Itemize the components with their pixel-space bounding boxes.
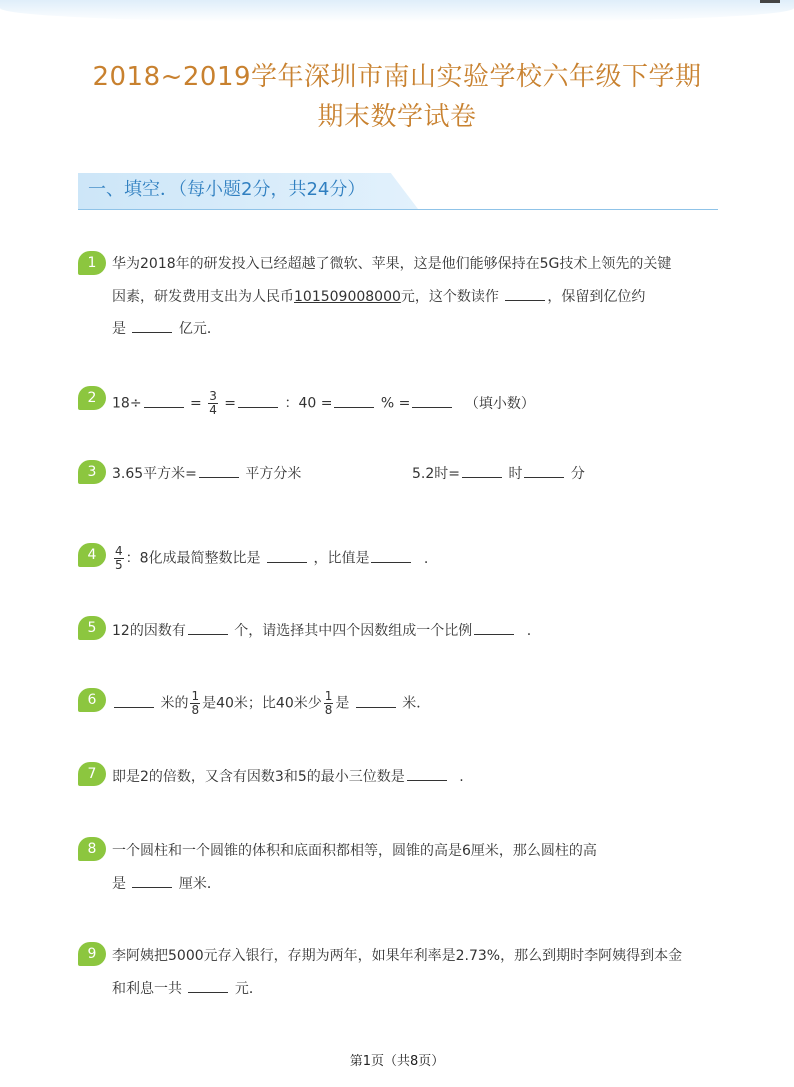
- question-text: 是 亿元．: [112, 318, 221, 339]
- question-4: [78, 543, 728, 577]
- answer-blank[interactable]: [356, 693, 396, 708]
- answer-blank[interactable]: [188, 620, 228, 635]
- fraction: $\frac{4}{5}$: [115, 544, 123, 572]
- fraction: $\frac{1}{8}$: [324, 689, 333, 717]
- question-text: 李阿姨把5000元存入银行，存期为两年，如果年利率是2.73%，那么到期时李阿姨得到本金: [112, 948, 683, 964]
- question-text: 3.65平方米= 平方分米: [112, 463, 301, 484]
- question-9: [78, 942, 728, 1002]
- section-header: [78, 173, 718, 210]
- question-5: [78, 616, 728, 646]
- answer-blank[interactable]: [505, 286, 545, 301]
- answer-blank[interactable]: [188, 978, 228, 993]
- question-text: 是 厘米．: [112, 873, 221, 894]
- question-text: 5.2时= 时 分: [412, 463, 585, 484]
- page-title-line1: 2018~2019学年深圳市南山实验学校六年级下学期: [92, 62, 702, 92]
- section-label: 一、填空．（每小题2分，共24分）: [88, 179, 366, 200]
- answer-blank[interactable]: [524, 463, 564, 478]
- answer-blank[interactable]: [462, 463, 502, 478]
- question-text: 即是2的倍数，又含有因数3和5的最小三位数是 .: [112, 766, 464, 787]
- answer-blank[interactable]: [267, 548, 307, 563]
- question-text: 和利息一共 元．: [112, 978, 263, 999]
- question-6: [78, 688, 728, 722]
- question-number-badge: 5: [78, 616, 106, 640]
- question-text: 18÷ = $\frac{3}{4}$ = ：40 = % = （填小数）: [112, 389, 535, 417]
- question-text: 12的因数有 个，请选择其中四个因数组成一个比例 .: [112, 620, 531, 641]
- answer-blank[interactable]: [412, 393, 452, 408]
- fraction: $\frac{1}{8}$: [191, 689, 200, 717]
- fraction: $\frac{3}{4}$: [209, 389, 217, 417]
- answer-blank[interactable]: [371, 548, 411, 563]
- question-number-badge: 9: [78, 942, 106, 966]
- answer-blank[interactable]: [334, 393, 374, 408]
- question-text: 华为2018年的研发投入已经超越了微软、苹果，这是他们能够保持在5G技术上领先的关键: [112, 256, 672, 272]
- question-3: [78, 460, 728, 490]
- question-7: [78, 762, 728, 792]
- answer-blank[interactable]: [199, 463, 239, 478]
- question-number-badge: 8: [78, 837, 106, 861]
- question-2: [78, 386, 728, 420]
- answer-blank[interactable]: [144, 393, 184, 408]
- question-number-badge: 1: [78, 251, 106, 275]
- question-number-badge: 7: [78, 762, 106, 786]
- question-8: [78, 837, 728, 897]
- page-title-line2: 期末数学试卷: [317, 102, 477, 132]
- question-number-badge: 6: [78, 688, 106, 712]
- question-1: [78, 251, 728, 341]
- question-text: $\frac{4}{5}$ ：8化成最简整数比是 ，比值是 .: [115, 544, 429, 572]
- question-text: 米的 $\frac{1}{8}$ 是40米；比40米少 $\frac{1}{8}$ 是 米．: [112, 690, 430, 717]
- question-number-badge: 3: [78, 460, 106, 484]
- answer-blank[interactable]: [132, 873, 172, 888]
- top-decoration-band: [0, 0, 794, 22]
- answer-blank[interactable]: [407, 766, 447, 781]
- answer-blank[interactable]: [114, 693, 154, 708]
- answer-blank[interactable]: [132, 318, 172, 333]
- question-number-badge: 2: [78, 386, 106, 410]
- question-text: 一个圆柱和一个圆锥的体积和底面积都相等，圆锥的高是6厘米，那么圆柱的高: [112, 843, 597, 859]
- underlined-number: 101509008000: [294, 289, 401, 305]
- question-number-badge: 4: [78, 543, 106, 567]
- question-text: 因素，研发费用支出为人民币101509008000元，这个数读作 ，保留到亿位约: [112, 286, 645, 307]
- answer-blank[interactable]: [474, 620, 514, 635]
- answer-blank[interactable]: [238, 393, 278, 408]
- corner-mark: [760, 0, 780, 3]
- page-footer: 第1页（共8页）: [349, 1054, 445, 1069]
